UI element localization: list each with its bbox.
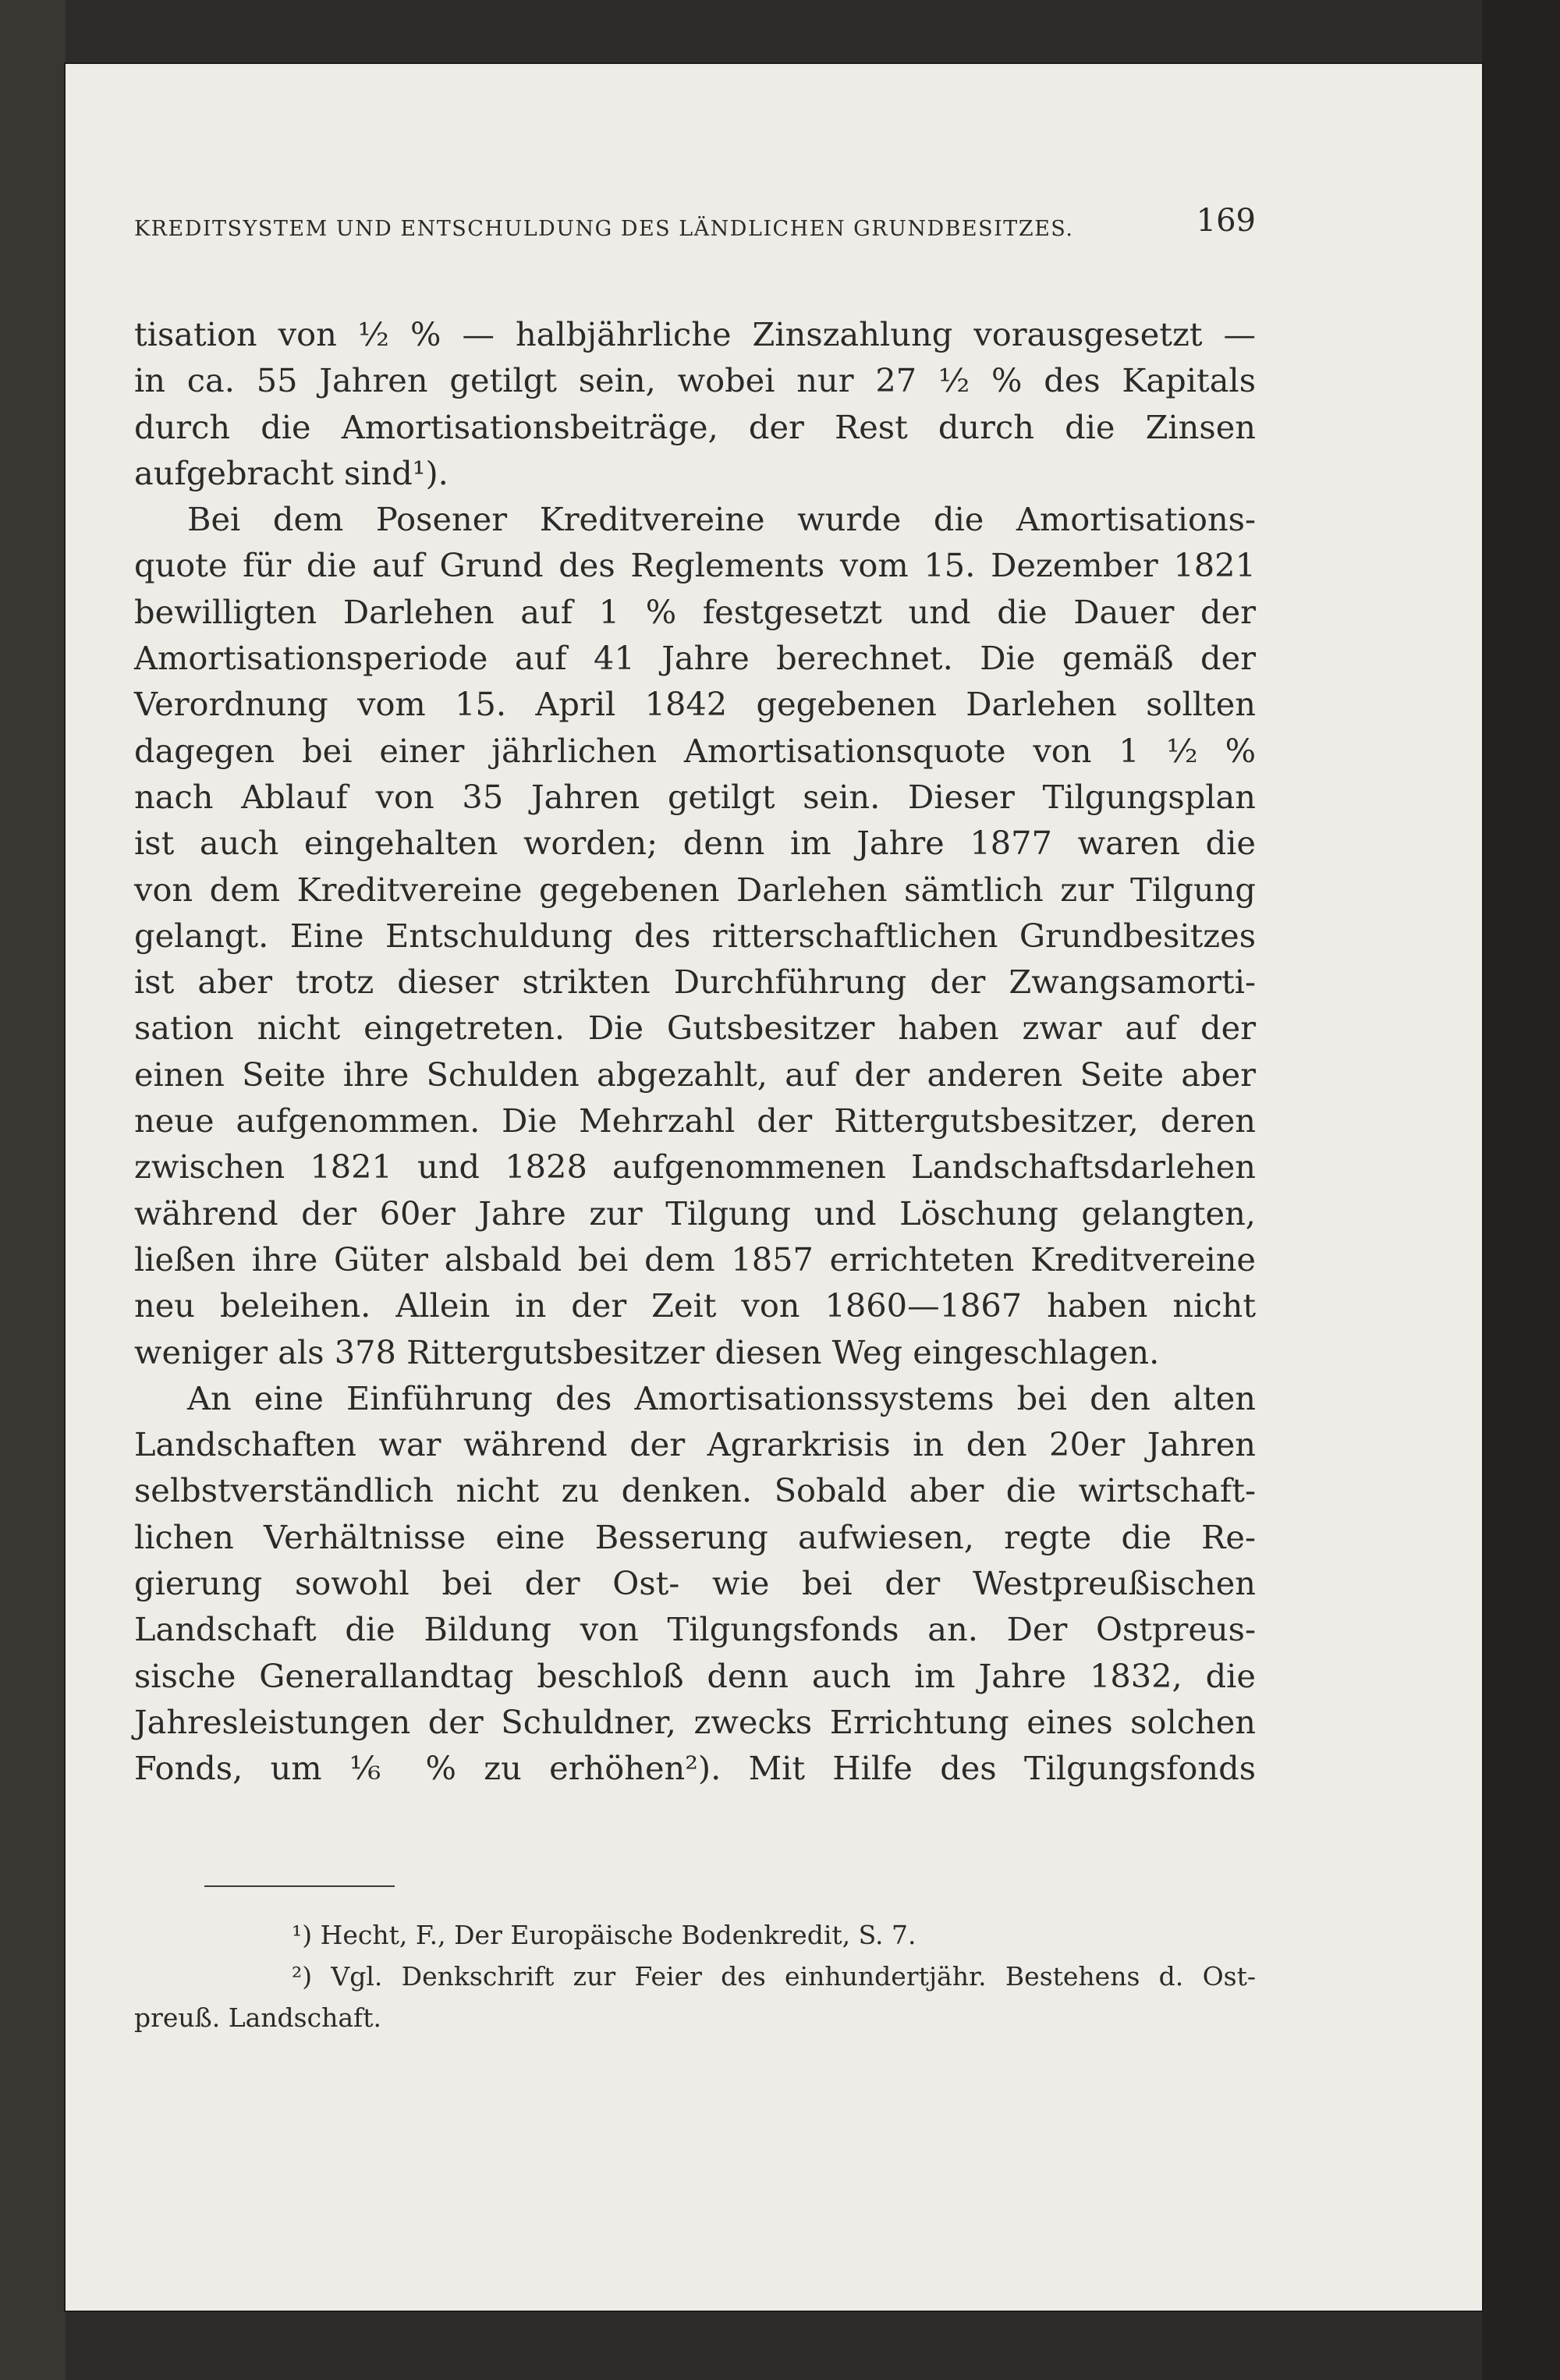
running-title: KREDITSYSTEM UND ENTSCHULDUNG DES LÄNDLICHEN GRUNDBESITZES.	[134, 217, 1074, 241]
text-line: aufgebracht sind¹).	[134, 453, 448, 492]
footnote-2: ²) Vgl. Denkschrift zur Feier des einhundertjähr. Bestehens d. Ost-	[292, 1961, 1256, 1992]
text-line: ist auch eingehalten worden; denn im Jahre 1877 waren die	[134, 824, 1256, 863]
text-line: durch die Amortisationsbeiträge, der Rest durch die Zinsen	[134, 407, 1256, 446]
text-line: in ca. 55 Jahren getilgt sein, wobei nur 27 ½ % des Kapitals	[134, 361, 1256, 400]
text-line: zwischen 1821 und 1828 aufgenommenen Landschaftsdarlehen	[134, 1147, 1256, 1186]
text-line: neue aufgenommen. Die Mehrzahl der Rittergutsbesitzer, deren	[134, 1101, 1256, 1140]
text-line: tisation von ½ % — halbjährliche Zinszahlung vorausgesetzt —	[134, 315, 1256, 353]
footnote-rule	[204, 1885, 395, 1887]
text-line: ließen ihre Güter alsbald bei dem 1857 errichteten Kreditvereine	[134, 1240, 1256, 1279]
page-header	[134, 179, 1256, 265]
text-line: sation nicht eingetreten. Die Gutsbesitzer haben zwar auf der	[134, 1009, 1256, 1048]
text-line: Landschaften war während der Agrarkrisis in den 20er Jahren	[134, 1425, 1256, 1464]
text-line: Landschaft die Bildung von Tilgungsfonds an. Der Ostpreus-	[134, 1610, 1256, 1649]
text-line: bewilligten Darlehen auf 1 % festgesetzt und die Dauer der	[134, 592, 1256, 631]
footnote-1: ¹) Hecht, F., Der Europäische Bodenkredit, S. 7.	[292, 1920, 916, 1950]
text-line: von dem Kreditvereine gegebenen Darlehen sämtlich zur Tilgung	[134, 870, 1256, 909]
text-line: gierung sowohl bei der Ost- wie bei der Westpreußischen	[134, 1564, 1256, 1603]
text-line: Bei dem Posener Kreditvereine wurde die Amortisations-	[187, 500, 1256, 539]
text-line: während der 60er Jahre zur Tilgung und Löschung gelangten,	[134, 1194, 1256, 1233]
text-line: Amortisationsperiode auf 41 Jahre berechnet. Die gemäß der	[134, 639, 1256, 678]
footnote-2-continued: preuß. Landschaft.	[134, 2002, 381, 2033]
text-line: ist aber trotz dieser strikten Durchführung der Zwangsamorti-	[134, 963, 1256, 1002]
text-line: gelangt. Eine Entschuldung des ritterschaftlichen Grundbesitzes	[134, 916, 1256, 955]
text-line: einen Seite ihre Schulden abgezahlt, auf der anderen Seite aber	[134, 1055, 1256, 1094]
text-line: weniger als 378 Rittergutsbesitzer diesen Weg eingeschlagen.	[134, 1332, 1160, 1371]
page-number: 169	[1196, 203, 1256, 239]
text-line: Fonds, um ⅙ % zu erhöhen²). Mit Hilfe des Tilgungsfonds	[134, 1749, 1256, 1788]
text-line: dagegen bei einer jährlichen Amortisationsquote von 1 ½ %	[134, 731, 1256, 770]
text-line: neu beleihen. Allein in der Zeit von 1860—1867 haben nicht	[134, 1286, 1256, 1325]
footnotes	[134, 1914, 1256, 2038]
text-line: nach Ablauf von 35 Jahren getilgt sein. Dieser Tilgungsplan	[134, 777, 1256, 816]
text-line: quote für die auf Grund des Reglements vom 15. Dezember 1821	[134, 546, 1256, 585]
text-line: Verordnung vom 15. April 1842 gegebenen Darlehen sollten	[134, 685, 1256, 724]
text-line: An eine Einführung des Amortisationssystems bei den alten	[187, 1378, 1256, 1417]
text-line: lichen Verhältnisse eine Besserung aufwiesen, regte die Re-	[134, 1517, 1256, 1556]
text-line: sische Generallandtag beschloß denn auch im Jahre 1832, die	[134, 1656, 1256, 1695]
text-line: selbstverständlich nicht zu denken. Sobald aber die wirtschaft-	[134, 1471, 1256, 1510]
text-line: Jahresleistungen der Schuldner, zwecks Errichtung eines solchen	[134, 1702, 1256, 1741]
body-text	[134, 311, 1256, 1792]
